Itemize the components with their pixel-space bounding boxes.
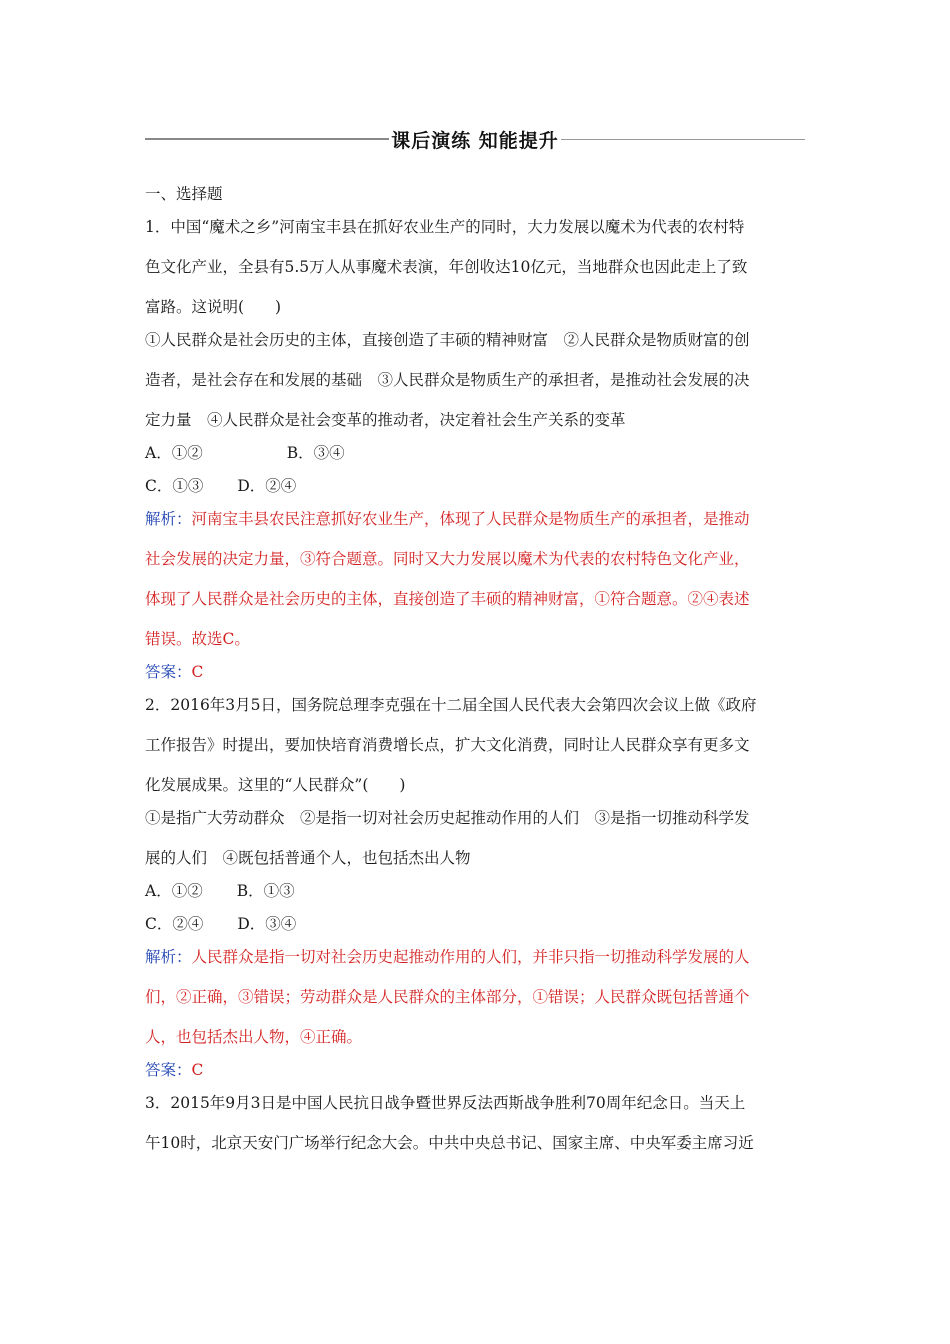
- q2-option-b: B．①③: [236, 882, 295, 900]
- q1-option-d: D．②④: [237, 477, 297, 495]
- q1-analysis-text: 河南宝丰县农民注意抓好农业生产，体现了人民群众是物质生产的承担者，是推动: [191, 510, 750, 528]
- q2-options-ab: [145, 880, 810, 902]
- q2-stem-line: 工作报告》时提出，要加快培育消费增长点，扩大文化消费，同时让人民群众享有更多文: [145, 736, 750, 754]
- q1-item-line: 造者，是社会存在和发展的基础 ③人民群众是物质生产的承担者，是推动社会发展的决: [145, 371, 750, 389]
- q3-stem-line: 午10时，北京天安门广场举行纪念大会。中共中央总书记、国家主席、中央军委主席习近: [145, 1134, 754, 1152]
- q2-option-d: D．③④: [237, 915, 297, 933]
- q2-answer-value: C: [191, 1061, 204, 1079]
- q1-item-line: 定力量 ④人民群众是社会变革的推动者，决定着社会生产关系的变革: [145, 411, 626, 429]
- q1-option-b: B．③④: [286, 444, 345, 462]
- q1-stem-line: 富路。这说明( ): [145, 298, 282, 316]
- q2-analysis-text: 人民群众是指一切对社会历史起推动作用的人们，并非只指一切推动科学发展的人: [191, 948, 750, 966]
- q1-option-a: A．①②: [145, 444, 203, 462]
- title-rule-left: [145, 138, 389, 140]
- q3-stem-line: 3．2015年9月3日是中国人民抗日战争暨世界反法西斯战争胜利70周年纪念日。当天上: [145, 1094, 746, 1112]
- q2-item-line: ①是指广大劳动群众 ②是指一切对社会历史起推动作用的人们 ③是指一切推动科学发: [145, 809, 750, 827]
- q1-answer: [145, 661, 810, 683]
- page-title: 课后演练 知能提升: [391, 129, 559, 152]
- q1-options-ab: [145, 442, 810, 464]
- q1-analysis-line: [145, 508, 810, 530]
- content: [145, 183, 810, 1154]
- title-row: [145, 124, 805, 154]
- q2-options-cd: [145, 913, 810, 935]
- q2-stem-line: 化发展成果。这里的“人民群众”( ): [145, 776, 406, 794]
- q1-item-line: ①人民群众是社会历史的主体，直接创造了丰硕的精神财富 ②人民群众是物质财富的创: [145, 331, 750, 349]
- q1-analysis-label: 解析：: [145, 510, 192, 528]
- q2-analysis-line: 们，②正确，③错误；劳动群众是人民群众的主体部分，①错误；人民群众既包括普通个: [145, 988, 750, 1006]
- q2-option-a: A．①②: [145, 882, 203, 900]
- title-rule-right: [561, 139, 805, 140]
- q2-item-line: 展的人们 ④既包括普通个人，也包括杰出人物: [145, 849, 471, 867]
- q1-stem-line: 1．中国“魔术之乡”河南宝丰县在抓好农业生产的同时，大力发展以魔术为代表的农村特: [145, 218, 745, 236]
- q2-answer: [145, 1059, 810, 1081]
- q2-answer-label: 答案：: [145, 1061, 192, 1079]
- q1-answer-value: C: [191, 663, 204, 681]
- q1-answer-label: 答案：: [145, 663, 192, 681]
- q2-option-c: C．②④: [145, 915, 204, 933]
- q2-analysis-line: 人，也包括杰出人物，④正确。: [145, 1028, 363, 1046]
- q1-stem-line: 色文化产业，全县有5.5万人从事魔术表演，年创收达10亿元，当地群众也因此走上了致: [145, 258, 748, 276]
- q1-analysis-line: 体现了人民群众是社会历史的主体，直接创造了丰硕的精神财富，①符合题意。②④表述: [145, 590, 750, 608]
- q2-analysis-label: 解析：: [145, 948, 192, 966]
- q1-options-cd: [145, 475, 810, 497]
- q2-analysis-line: [145, 946, 810, 968]
- section-heading: 一、选择题: [145, 185, 223, 203]
- q1-option-c: C．①③: [145, 477, 204, 495]
- q1-analysis-line: 社会发展的决定力量，③符合题意。同时又大力发展以魔术为代表的农村特色文化产业，: [145, 550, 750, 568]
- q1-analysis-line: 错误。故选C。: [145, 630, 250, 648]
- q2-stem-line: 2．2016年3月5日，国务院总理李克强在十二届全国人民代表大会第四次会议上做《政府: [145, 696, 757, 714]
